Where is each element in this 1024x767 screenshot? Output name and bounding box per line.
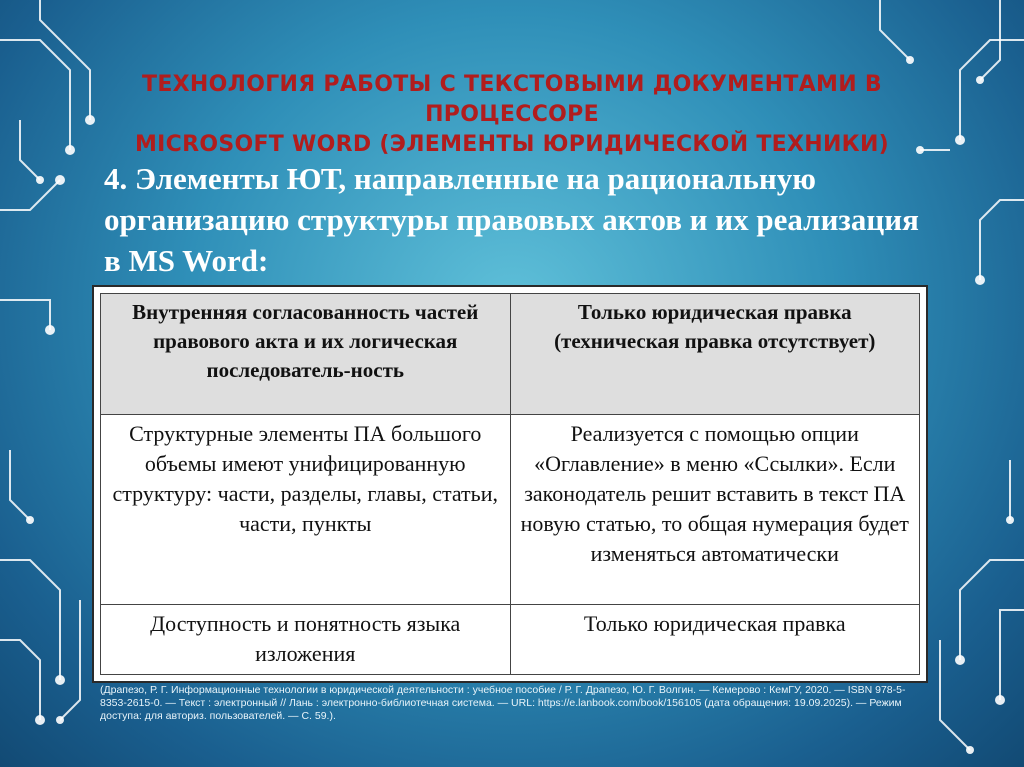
table-cell-row2-left: Доступность и понятность языка изложения <box>101 605 511 675</box>
slide-title-line1: ТЕХНОЛОГИЯ РАБОТЫ С ТЕКСТОВЫМИ ДОКУМЕНТАМИ В ПРОЦЕССОРЕ <box>142 72 882 127</box>
table-cell-row2-right: Только юридическая правка <box>510 605 920 675</box>
table-header-right: Только юридическая правка (техническая правка отсутствует) <box>510 294 920 415</box>
comparison-table <box>100 293 920 675</box>
slide-title-line2: MICROSOFT WORD (ЭЛЕМЕНТЫ ЮРИДИЧЕСКОЙ ТЕХНИКИ) <box>134 132 890 157</box>
table-cell-row1-left: Структурные элементы ПА большого объемы имеют унифицированную структуру: части, разделы, главы, статьи, части, пункты <box>101 415 511 605</box>
table-header-left: Внутренняя согласованность частей правового акта и их логическая последователь-ность <box>101 294 511 415</box>
source-reference: (Драпезо, Р. Г. Информационные технологии в юридической деятельности : учебное пособие / Р. Г. Драпезо, Ю. Г. Волгин. — Кемерово : КемГУ, 2020. — ISBN 978-5-8353-2615-0. — Текст : электронный // Лань : электронно-библиотечная система. — URL: https://e.lanbook.com/book/156105 (дата обращения: 19.09.2025). — Режим доступа: для авториз. пользователей. — С. 59.). <box>100 684 906 722</box>
slide-title <box>60 70 964 160</box>
table-cell-row1-right: Реализуется с помощью опции «Оглавление» в меню «Ссылки». Если законодатель решит вставить в текст ПА новую статью, то общая нумерация будет изменяться автоматически <box>510 415 920 605</box>
table-image-frame <box>94 287 926 681</box>
slide-subtitle: 4. Элементы ЮТ, направленные на рациональную организацию структуры правовых актов и их реализация в MS Word: <box>104 161 919 278</box>
